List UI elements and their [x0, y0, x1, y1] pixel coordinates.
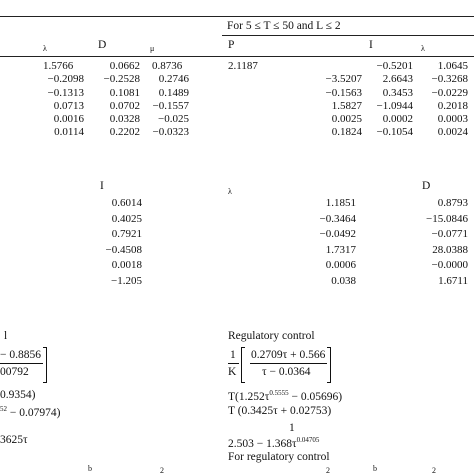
table1-col-I [377, 60, 413, 140]
cell: −0.0323 [152, 126, 189, 139]
table1-col-lambda-rest [48, 73, 84, 139]
right-line2-a: T(1.252τ [228, 390, 270, 403]
cell: 1.6711 [438, 274, 468, 287]
column-header-rule [0, 56, 474, 57]
right-formula-line3: T (0.3425τ + 0.02753) [228, 405, 332, 417]
cell: 0.0002 [382, 113, 413, 126]
table2-header-D: D [422, 180, 431, 192]
right-one: 1 [230, 349, 236, 361]
right-bracket-left [241, 347, 245, 383]
cell: 0.0006 [325, 259, 356, 272]
right-1k-bar [228, 363, 239, 364]
cell: 0.4025 [111, 212, 142, 225]
right-line4-numerator: 1 [289, 422, 295, 434]
cell: −0.1054 [376, 126, 413, 139]
cell: 0.0114 [54, 126, 84, 139]
header-D: D [98, 39, 107, 51]
table1-col-mu-first [152, 60, 182, 73]
cell: −0.1313 [47, 86, 84, 99]
right-formula-line4 [228, 436, 319, 450]
cell: −0.1557 [152, 99, 189, 112]
right-line4-a: 2.503 − 1.368τ [228, 437, 297, 450]
bottom-mark-right-b: b [373, 464, 377, 473]
cell: 0.0662 [109, 60, 140, 72]
cell: −0.0492 [319, 228, 356, 241]
for-regulatory-control-title: For regulatory control [228, 451, 330, 463]
cell: 2.6643 [382, 73, 413, 86]
cell: −15.0846 [426, 212, 468, 225]
cell: 0.0025 [331, 113, 362, 126]
table1-col-mu [153, 73, 189, 139]
right-line2-b: − 0.05696) [288, 390, 343, 403]
left-formula-title-fragment: l [4, 330, 8, 342]
cell: −0.0000 [431, 259, 468, 272]
cell: 0.0018 [111, 259, 142, 272]
table2-col-I [106, 196, 142, 290]
right-frac-bar [250, 363, 327, 364]
cell: −0.1563 [325, 86, 362, 99]
left-line3-rest: − 0.07974) [7, 406, 61, 419]
cell: 0.3453 [382, 86, 413, 99]
right-line2-sup: 0.5555 [269, 389, 289, 397]
cell: −0.2098 [47, 73, 84, 86]
cell: 1.5827 [331, 99, 362, 112]
bottom-mark-left-2: 2 [160, 466, 164, 475]
table1-col-P [326, 73, 362, 139]
right-line4-sup: 0.04705 [296, 436, 320, 444]
table1-col-lambda-right [432, 60, 468, 140]
right-frac-den: τ − 0.0364 [262, 366, 311, 378]
cell: 0.8793 [437, 197, 468, 209]
regulatory-control-title: Regulatory control [228, 330, 315, 342]
cell: −0.0771 [431, 228, 468, 241]
table1-col-lambda [43, 60, 73, 73]
left-bracket-right [43, 347, 47, 383]
left-formula-line2: 0.9354) [0, 389, 36, 401]
right-frac-num: 0.2709τ + 0.566 [251, 349, 326, 361]
cell: −1.0944 [376, 99, 413, 112]
left-frac-bar [0, 363, 43, 364]
cell: 0.1081 [109, 86, 140, 99]
cell: −1.205 [111, 274, 142, 287]
cell: 0.0003 [437, 113, 468, 126]
cell: 0.6014 [111, 197, 142, 209]
cell: 0.8736 [152, 60, 183, 72]
cell: −0.2528 [103, 73, 140, 86]
cell: −0.3464 [319, 212, 356, 225]
cell: −0.0229 [431, 86, 468, 99]
cell: 28.0388 [432, 243, 468, 256]
left-formula-line4: 3625τ [0, 434, 28, 446]
cell: 0.0702 [109, 99, 140, 112]
left-formula-line3 [0, 405, 60, 419]
cell: 0.2746 [158, 73, 189, 86]
header-I: I [369, 39, 373, 51]
cell: 0.2202 [109, 126, 140, 139]
header-lambda-right: λ [421, 44, 425, 53]
table1-P-first: 2.1187 [228, 60, 258, 72]
cell: 0.1824 [331, 126, 362, 139]
cell: 0.7921 [111, 228, 142, 241]
cell: 0.038 [331, 274, 356, 287]
table2-header-I: I [100, 180, 104, 192]
cell: 1.0645 [437, 60, 468, 72]
right-formula-line2 [228, 389, 342, 403]
top-rule [0, 16, 474, 17]
table2-header-lambda: λ [228, 187, 232, 196]
header-mu: μ [150, 44, 155, 53]
cell: 1.5766 [43, 60, 74, 72]
right-bracket-right [327, 347, 331, 383]
cell: 0.0713 [53, 99, 84, 112]
right-K: K [228, 366, 237, 378]
range-header: For 5 ≤ T ≤ 50 and L ≤ 2 [227, 20, 341, 32]
cell: 0.0024 [437, 126, 468, 139]
cell: 0.1489 [158, 86, 189, 99]
cell: −0.5201 [376, 60, 413, 72]
cell: 1.1851 [325, 197, 356, 209]
cell: 0.2018 [437, 99, 468, 112]
cell: −0.4508 [105, 243, 142, 256]
table2-col-D [426, 196, 468, 290]
cell: −0.3268 [431, 73, 468, 86]
table1-col-D [104, 60, 140, 140]
header-rule-right [222, 35, 474, 36]
left-frac-num: − 0.8856 [0, 349, 41, 361]
bottom-mark-right-2a: 2 [326, 466, 330, 475]
cell: 1.7317 [325, 243, 356, 256]
left-frac-den: 00792 [0, 366, 29, 378]
header-P: P [228, 39, 235, 51]
header-lambda: λ [43, 44, 47, 53]
cell: 0.0328 [109, 113, 140, 126]
cell: 0.0016 [53, 113, 84, 126]
cell: −0.025 [158, 113, 189, 126]
bottom-mark-right-2b: 2 [432, 466, 436, 475]
left-line3-sup: 52 [0, 405, 7, 413]
table2-col-mid [320, 196, 356, 290]
bottom-mark-left-b: b [88, 464, 92, 473]
cell: −3.5207 [325, 73, 362, 86]
